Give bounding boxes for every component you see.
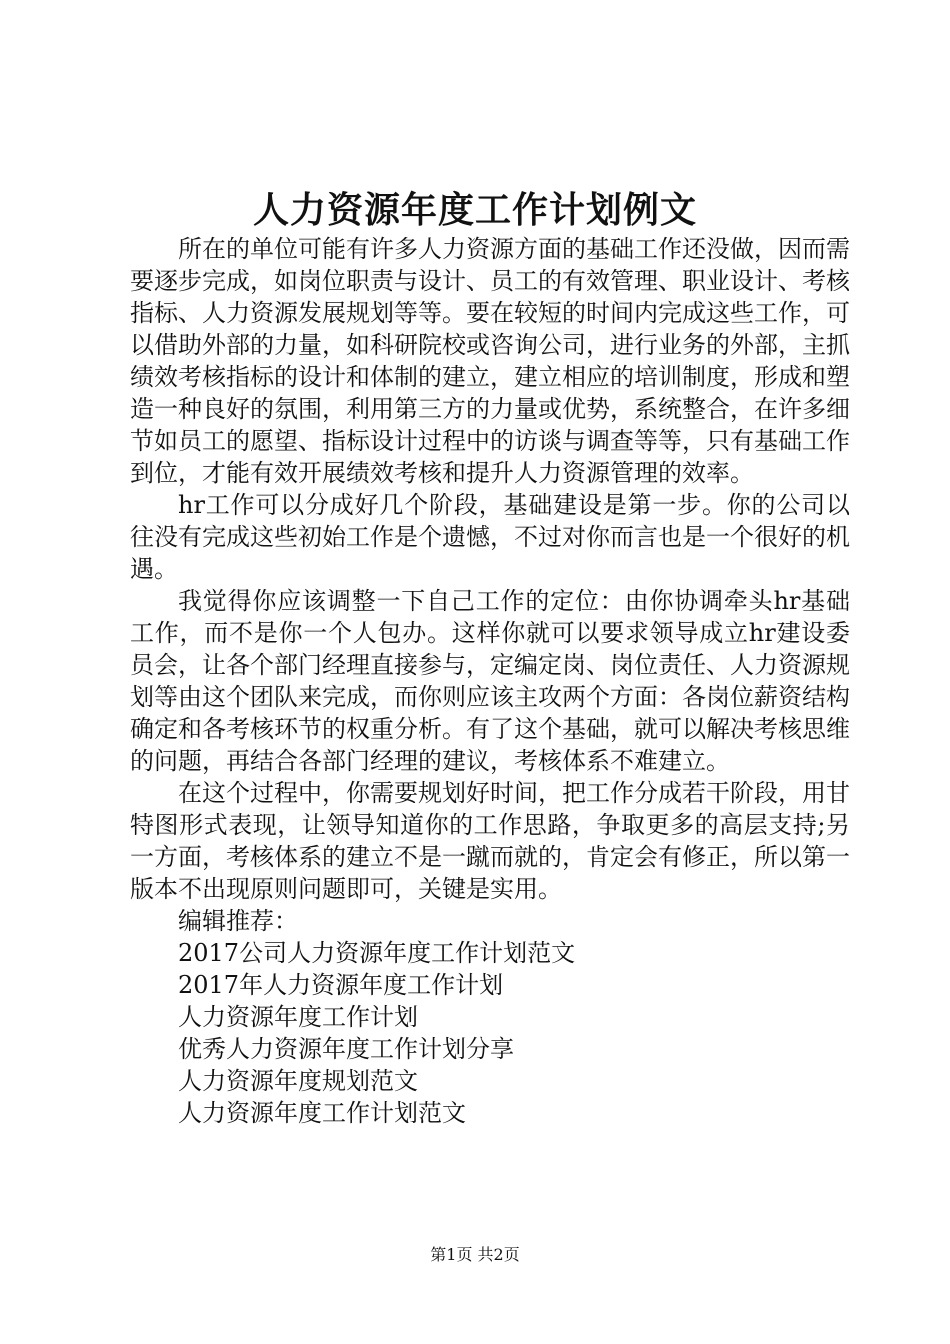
body-paragraph-2: hr工作可以分成好几个阶段，基础建设是第一步。你的公司以往没有完成这些初始工作是个遗憾，不过对你而言也是一个很好的机遇。 [130,491,850,583]
recommend-item[interactable]: 2017年人力资源年度工作计划 [178,971,504,999]
body-paragraph-4: 在这个过程中，你需要规划好时间，把工作分成若干阶段，用甘特图形式表现，让领导知道你的工作思路，争取更多的高层支持;另一方面，考核体系的建立不是一蹴而就的，肯定会有修正，所以第一版本不出现原则问题即可，关键是实用。 [130,779,850,903]
page-footer: 第1页 共2页 [430,1245,520,1264]
recommend-list [130,937,850,1129]
recommend-item[interactable]: 人力资源年度规划范文 [178,1067,418,1095]
recommend-item[interactable]: 人力资源年度工作计划范文 [178,1099,466,1127]
recommend-item[interactable]: 人力资源年度工作计划 [178,1003,418,1031]
recommend-item[interactable]: 2017公司人力资源年度工作计划范文 [178,939,576,967]
body-paragraph-1: 所在的单位可能有许多人力资源方面的基础工作还没做，因而需要逐步完成，如岗位职责与设计、员工的有效管理、职业设计、考核指标、人力资源发展规划等等。要在较短的时间内完成这些工作，可以借助外部的力量，如科研院校或咨询公司，进行业务的外部，主抓绩效考核指标的设计和体制的建立，建立相应的培训制度，形成和塑造一种良好的氛围，利用第三方的力量或优势，系统整合，在许多细节如员工的愿望、指标设计过程中的访谈与调查等等，只有基础工作到位，才能有效开展绩效考核和提升人力资源管理的效率。 [130,235,850,487]
document-body [130,233,850,1129]
document-title: 人力资源年度工作计划例文 [252,189,697,231]
recommend-item[interactable]: 优秀人力资源年度工作计划分享 [178,1035,514,1063]
body-paragraph-3: 我觉得你应该调整一下自己工作的定位：由你协调牵头hr基础工作，而不是你一个人包办。这样你就可以要求领导成立hr建设委员会，让各个部门经理直接参与，定编定岗、岗位责任、人力资源规划等由这个团队来完成，而你则应该主攻两个方面：各岗位薪资结构确定和各考核环节的权重分析。有了这个基础，就可以解决考核思维的问题，再结合各部门经理的建议，考核体系不难建立。 [130,587,850,775]
recommend-heading: 编辑推荐： [178,907,298,935]
